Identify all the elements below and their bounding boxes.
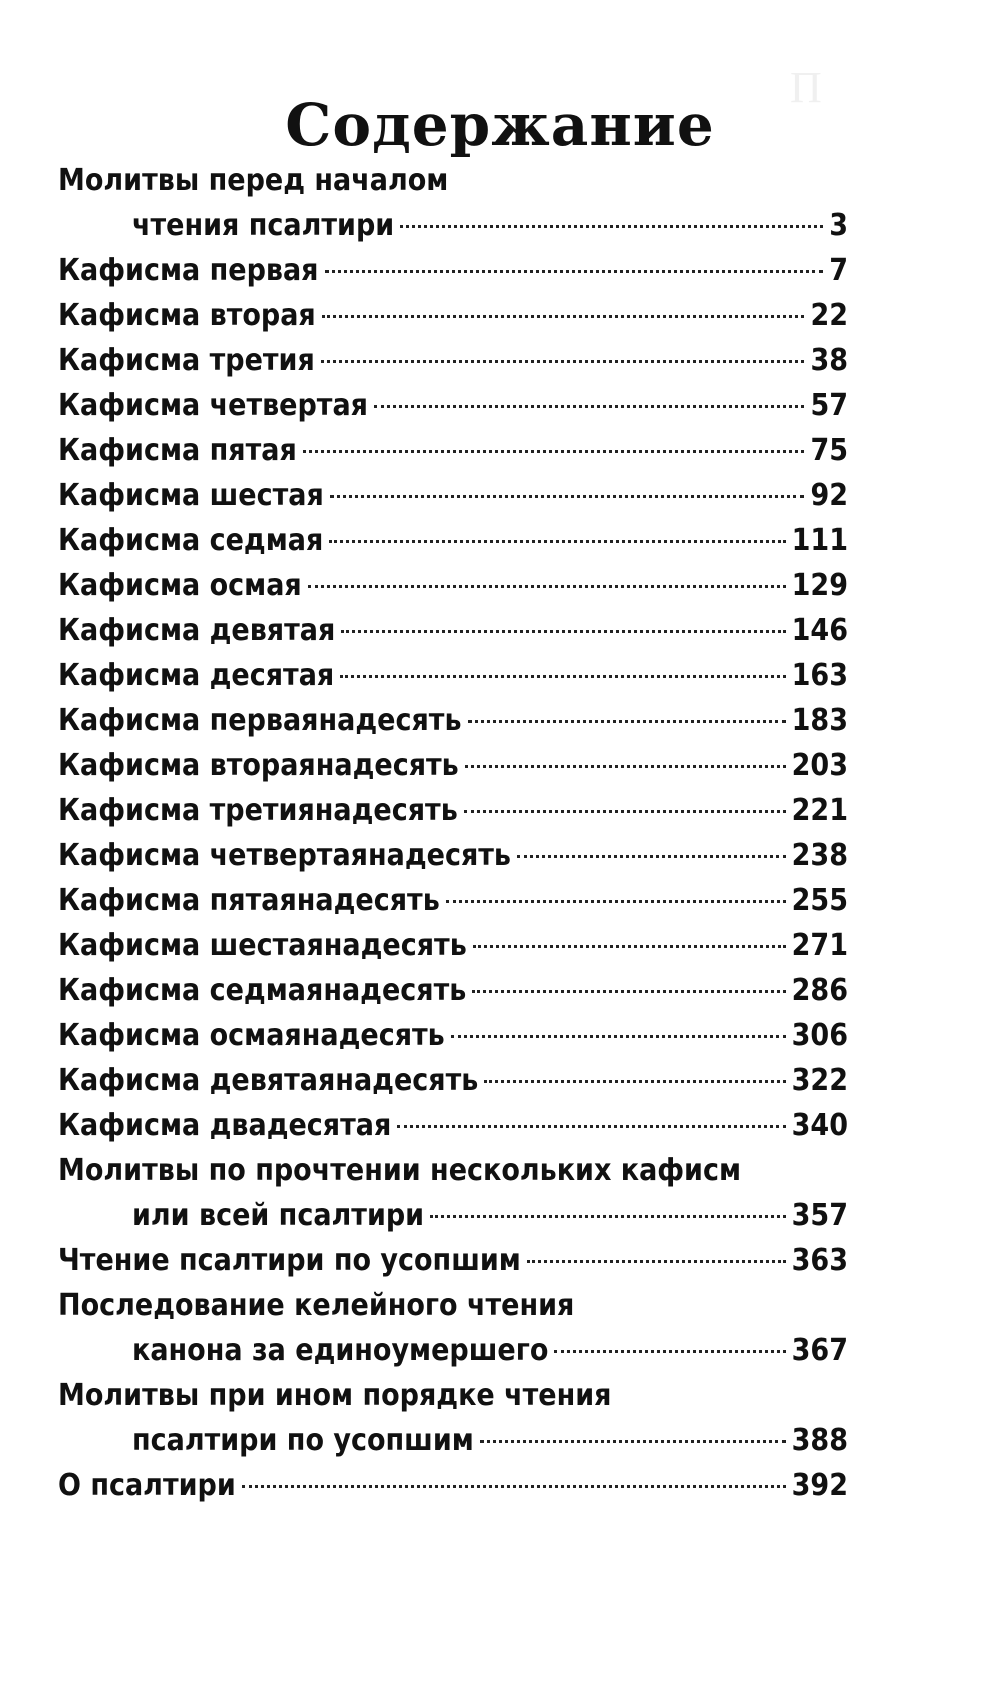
toc-page-number: 255: [791, 883, 848, 918]
toc-page-number: 392: [791, 1468, 848, 1503]
toc-entry[interactable]: [0, 1058, 1000, 1103]
toc-entry[interactable]: [0, 1148, 1000, 1238]
dot-leader: [484, 1080, 785, 1083]
toc-entry[interactable]: [0, 563, 1000, 608]
toc-entry-title: Молитвы перед началом: [58, 163, 449, 198]
dot-leader: [468, 720, 786, 723]
toc-entry-title: Молитвы по прочтении нескольких кафисм: [58, 1153, 742, 1188]
toc-page-number: 111: [791, 523, 848, 558]
dot-leader: [329, 540, 785, 543]
toc-page-number: 129: [791, 568, 848, 603]
dot-leader: [330, 495, 805, 498]
toc-entry-title: Кафисма первая: [58, 253, 319, 288]
toc-page-number: 306: [791, 1018, 848, 1053]
toc-entry[interactable]: [0, 1103, 1000, 1148]
toc-page-number: 183: [791, 703, 848, 738]
dot-leader: [446, 900, 786, 903]
table-of-contents: [0, 158, 1000, 1508]
toc-entry[interactable]: [0, 608, 1000, 653]
toc-entry-title: псалтири по усопшим: [132, 1423, 474, 1458]
toc-page-number: 238: [791, 838, 848, 873]
dot-leader: [308, 585, 786, 588]
toc-entry-title: чтения псалтири: [132, 208, 395, 243]
toc-entry[interactable]: [0, 383, 1000, 428]
toc-page-number: 146: [791, 613, 848, 648]
dot-leader: [480, 1440, 786, 1443]
dot-leader: [303, 450, 805, 453]
toc-entry[interactable]: [0, 653, 1000, 698]
toc-entry-title: Молитвы при ином порядке чтения: [58, 1378, 612, 1413]
toc-entry[interactable]: [0, 248, 1000, 293]
toc-entry-title: Кафисма осмаянадесять: [58, 1018, 445, 1053]
toc-entry-title: Кафисма осмая: [58, 568, 302, 603]
toc-entry-title: Кафисма шестая: [58, 478, 324, 513]
toc-entry-title: Кафисма третиянадесять: [58, 793, 458, 828]
toc-page-number: 221: [791, 793, 848, 828]
toc-entry-title: Кафисма пятая: [58, 433, 297, 468]
toc-entry[interactable]: [0, 878, 1000, 923]
toc-entry[interactable]: [0, 698, 1000, 743]
toc-page-number: 3: [829, 208, 848, 243]
toc-entry[interactable]: [0, 518, 1000, 563]
toc-entry-title: Кафисма седмая: [58, 523, 324, 558]
dot-leader: [400, 225, 823, 228]
toc-entry-title: Последование келейного чтения: [58, 1288, 575, 1323]
toc-entry-title: Кафисма девятая: [58, 613, 336, 648]
toc-entry-title: Кафисма вторая: [58, 298, 316, 333]
dot-leader: [554, 1350, 785, 1353]
dot-leader: [321, 360, 805, 363]
toc-entry-title: канона за единоумершего: [132, 1333, 549, 1368]
bleed-through-text: П: [790, 63, 828, 112]
toc-entry[interactable]: [0, 743, 1000, 788]
toc-entry[interactable]: [0, 1283, 1000, 1373]
toc-entry-title: Чтение псалтири по усопшим: [58, 1243, 521, 1278]
toc-entry-title: Кафисма третия: [58, 343, 315, 378]
toc-entry-title: Кафисма четвертая: [58, 388, 368, 423]
dot-leader: [527, 1260, 786, 1263]
toc-page-number: 38: [810, 343, 848, 378]
toc-page-number: 271: [791, 928, 848, 963]
toc-entry[interactable]: [0, 1463, 1000, 1508]
dot-leader: [341, 630, 785, 633]
dot-leader: [451, 1035, 786, 1038]
dot-leader: [242, 1485, 786, 1488]
toc-entry-title: Кафисма втораянадесять: [58, 748, 459, 783]
dot-leader: [397, 1125, 785, 1128]
toc-page-number: 286: [791, 973, 848, 1008]
toc-page-number: 57: [810, 388, 848, 423]
toc-page-number: 203: [791, 748, 848, 783]
toc-entry-title: Кафисма пятаянадесять: [58, 883, 440, 918]
toc-entry-title: О псалтири: [58, 1468, 236, 1503]
toc-page-number: 7: [829, 253, 848, 288]
dot-leader: [340, 675, 785, 678]
toc-entry[interactable]: [0, 338, 1000, 383]
toc-page-number: 388: [791, 1423, 848, 1458]
dot-leader: [374, 405, 804, 408]
toc-entry-title: Кафисма перваянадесять: [58, 703, 462, 738]
toc-entry[interactable]: [0, 968, 1000, 1013]
page-title: Содержание: [285, 90, 715, 159]
toc-page-number: 75: [810, 433, 848, 468]
dot-leader: [473, 945, 786, 948]
toc-entry-title: Кафисма девятаянадесять: [58, 1063, 479, 1098]
dot-leader: [465, 765, 786, 768]
toc-page-number: 322: [791, 1063, 848, 1098]
dot-leader: [322, 315, 805, 318]
toc-entry[interactable]: [0, 428, 1000, 473]
toc-page-number: 163: [791, 658, 848, 693]
toc-page-number: 340: [791, 1108, 848, 1143]
toc-entry[interactable]: [0, 1238, 1000, 1283]
toc-entry[interactable]: [0, 1013, 1000, 1058]
toc-entry[interactable]: [0, 788, 1000, 833]
toc-page-number: 367: [791, 1333, 848, 1368]
toc-entry-title: или всей псалтири: [132, 1198, 425, 1233]
dot-leader: [430, 1215, 786, 1218]
dot-leader: [517, 855, 786, 858]
toc-entry[interactable]: [0, 293, 1000, 338]
toc-page-number: 92: [810, 478, 848, 513]
toc-page-number: 357: [791, 1198, 848, 1233]
toc-entry[interactable]: [0, 833, 1000, 878]
dot-leader: [325, 270, 824, 273]
toc-entry-title: Кафисма десятая: [58, 658, 335, 693]
toc-page-number: 363: [791, 1243, 848, 1278]
toc-entry-title: Кафисма четвертаянадесять: [58, 838, 511, 873]
toc-entry[interactable]: [0, 473, 1000, 518]
toc-entry-title: Кафисма шестаянадесять: [58, 928, 467, 963]
toc-entry[interactable]: [0, 158, 1000, 248]
toc-entry[interactable]: [0, 1373, 1000, 1463]
dot-leader: [472, 990, 785, 993]
toc-entry-title: Кафисма двадесятая: [58, 1108, 392, 1143]
toc-entry[interactable]: [0, 923, 1000, 968]
dot-leader: [464, 810, 786, 813]
toc-page-number: 22: [810, 298, 848, 333]
toc-entry-title: Кафисма седмаянадесять: [58, 973, 467, 1008]
